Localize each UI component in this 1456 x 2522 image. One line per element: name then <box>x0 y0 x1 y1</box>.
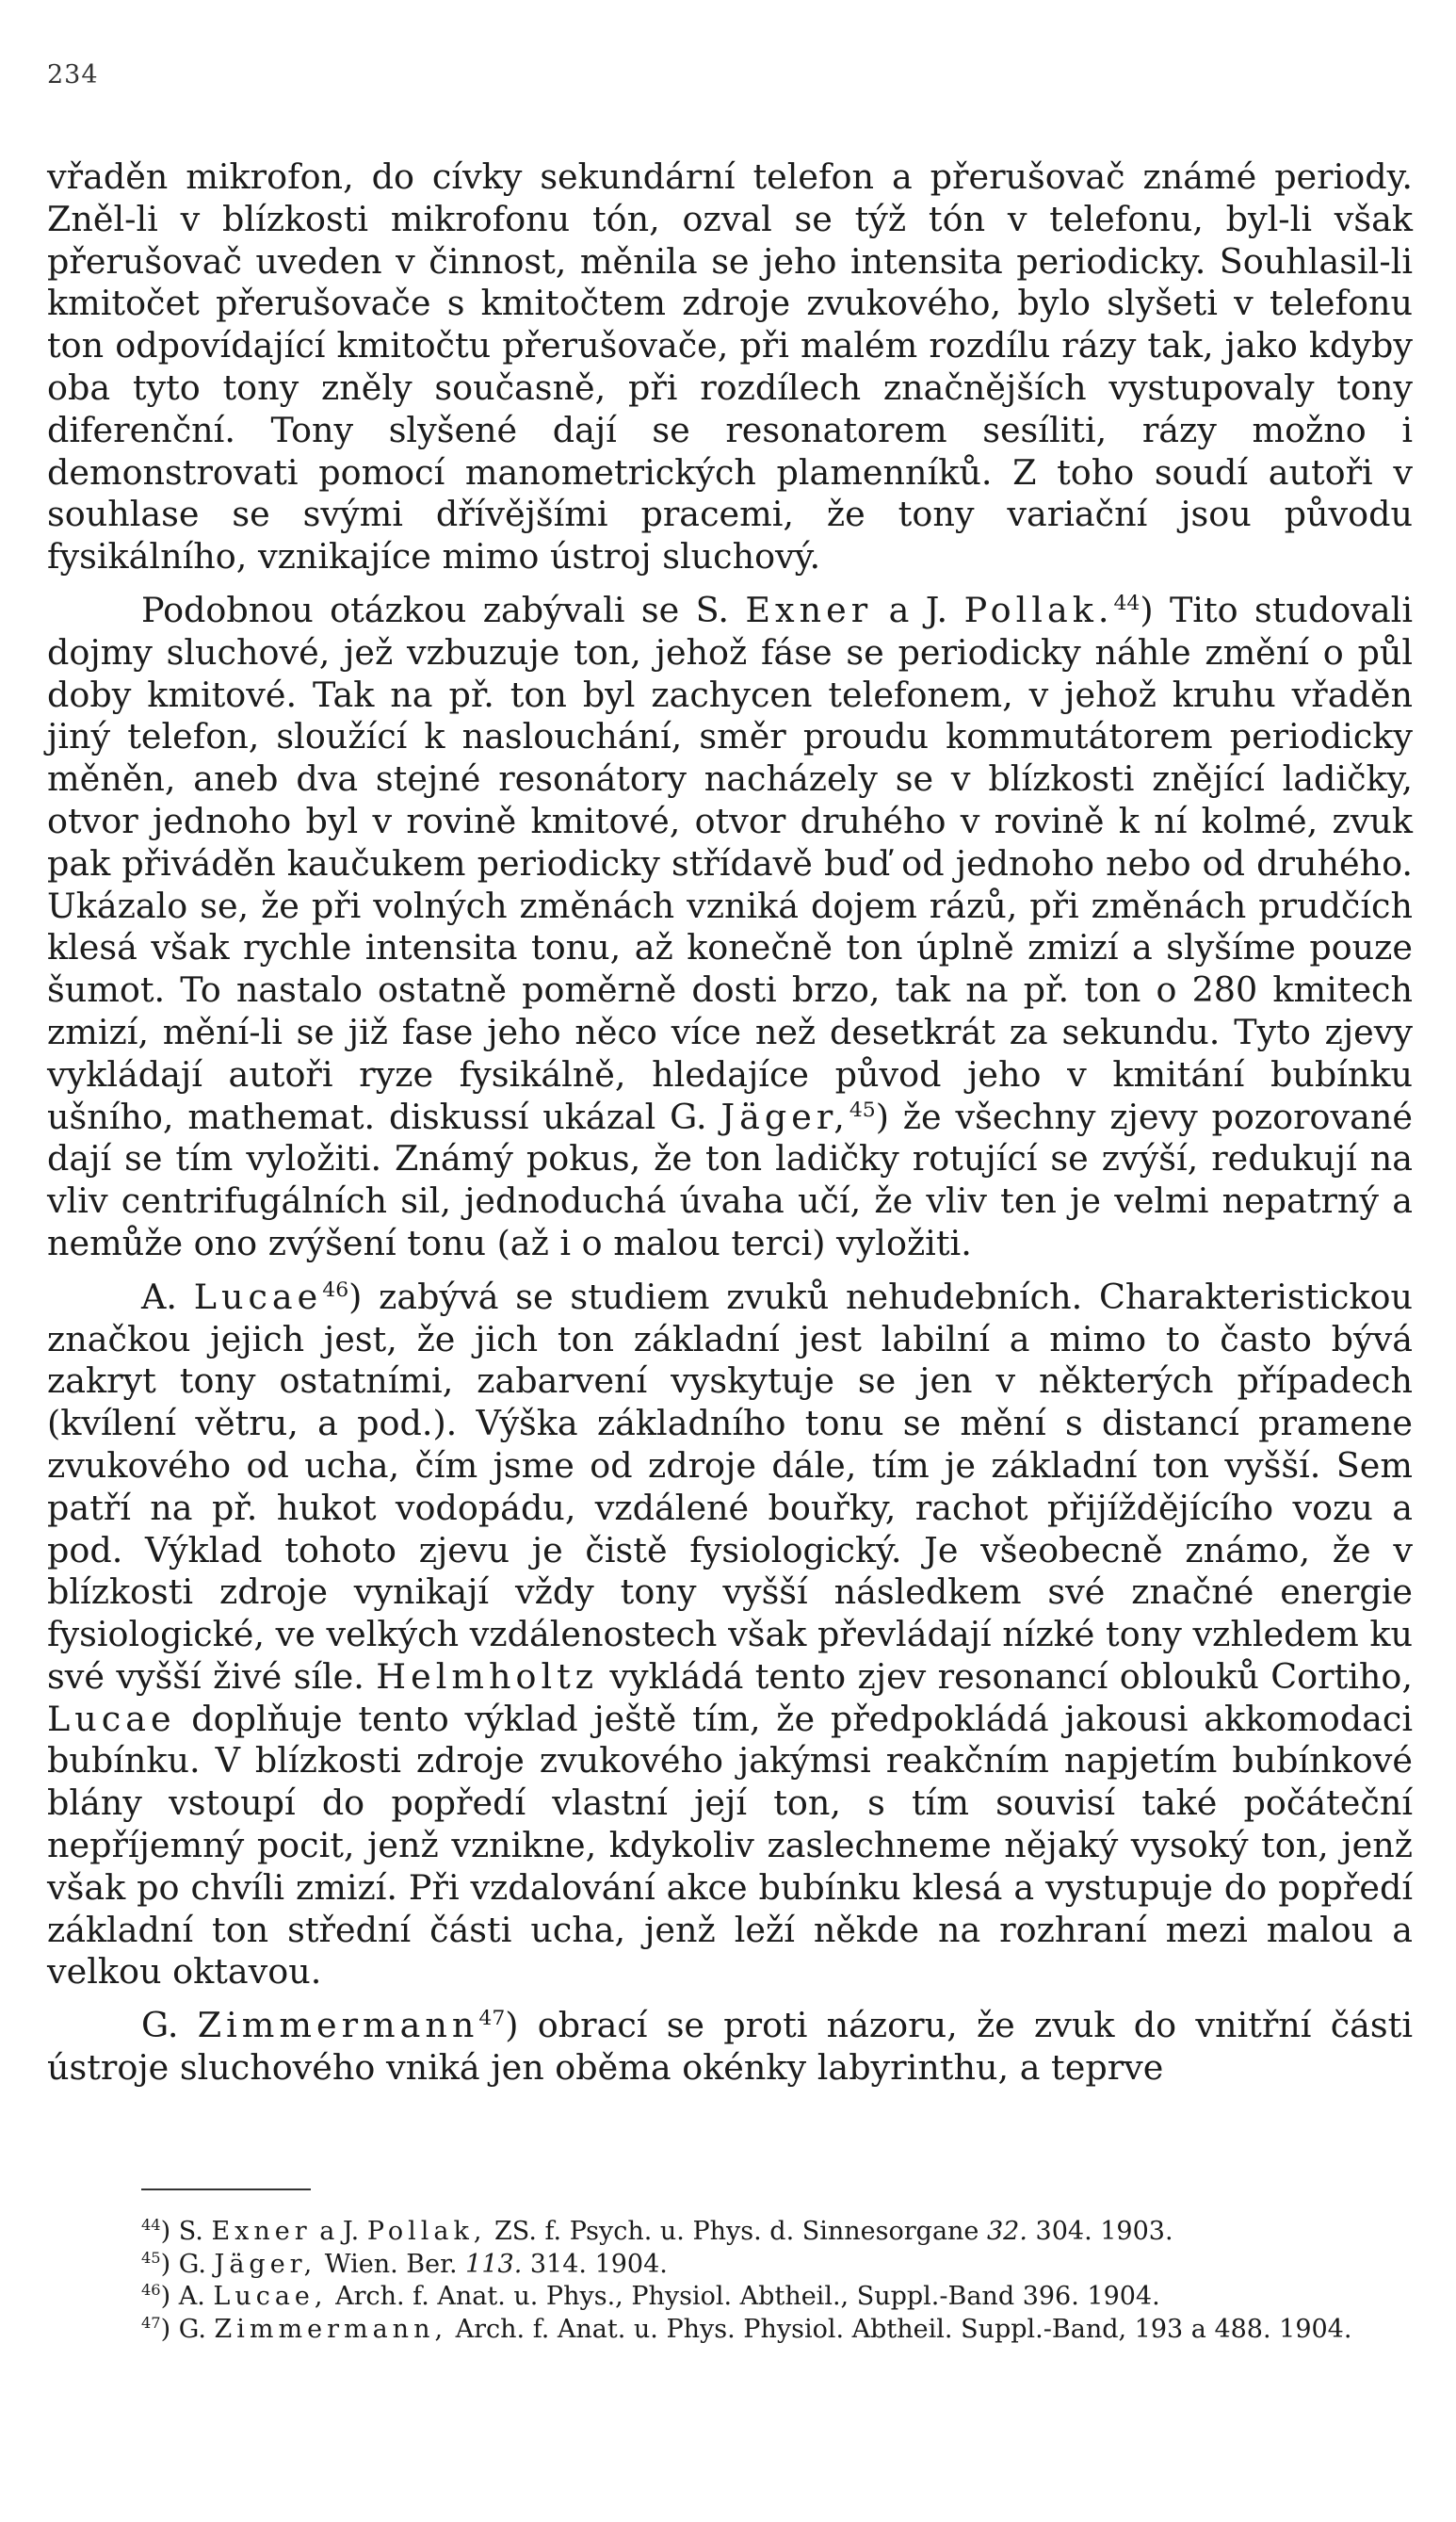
text-run: ZS. f. Psych. u. Phys. d. Sinnesorgane <box>486 2217 987 2246</box>
author-name: Pollak, <box>366 2217 487 2246</box>
text-run: ) obrací se proti názoru, že zvuk do vnitřní části ústroje sluchového vniká jen oběma okénky labyrinthu, a teprve <box>47 2005 1413 2089</box>
footnote-mark: 44 <box>141 2216 161 2234</box>
text-run: ) že všechny zjevy pozorované dají se tím vyložiti. Známý pokus, že ton ladičky rotující se zvýší, redukují na vliv centrifugálních sil, jednoduchá úvaha učí, že vliv ten je velmi nepatrný a nemůže ono zvýšení tonu (až i o malou terci) vyložiti. <box>47 1096 1413 1263</box>
footnote-text <box>161 2250 668 2279</box>
text-run: ) G. <box>160 2314 215 2344</box>
text-run: vřaděn mikrofon, do cívky sekundární telefon a přerušovač známé periody. Zněl-li v blízkosti mikrofonu tón, ozval se týž tón v telefonu, byl-li však přerušovač uveden v činnost, měnila se jeho intensita periodicky. Souhlasil-li kmitočet přerušovače s kmitočtem zdroje zvukového, bylo slyšeti v telefonu ton odpovídající kmitočtu přerušovače, při malém rozdílu rázy tak, jako kdyby oba tyto tony zněly současně, při rozdílech značnějších vystupovaly tony diferenční. Tony slyšené dají se resonatorem sesíliti, rázy možno i demonstrovati pomocí manometrických plamenníků. Z toho soudí autoři v souhlase se svými dřívějšími pracemi, že tony variační jsou původu fysikálního, vznikajíce mimo ústroj sluchový. <box>47 156 1413 578</box>
text-run: A. <box>141 1276 194 1317</box>
footnote-reference: 47 <box>478 2007 506 2031</box>
text-run: ) G. <box>160 2249 215 2279</box>
text-run: ) Tito studovali dojmy sluchové, jež vzbuzuje ton, jehož fáse se periodicky náhle změní o půl doby kmitové. Tak na př. ton byl zachycen telefonem, v jehož kruhu vřaděn jiný telefon, sloužící k naslouchání, směr proudu kommutátorem periodicky měněn, aneb dva stejné resonátory nacházely se v blízkosti znějící ladičky, otvor jednoho byl v rovině kmitové, otvor druhého v rovině k ní kolmé, zvuk pak přiváděn kaučukem periodicky střídavě buď od jednoho nebo od druhého. Ukázalo se, že při volných změnách vzniká dojem rázů, při změnách prudčích klesá však rychle intensita tonu, až konečně ton úplně zmizí a slyšíme pouze šumot. To nastalo ostatně poměrně dosti brzo, tak na př. ton o 280 kmitech zmizí, mění-li se již fase jeho něco více než desetkrát za sekundu. Tyto zjevy vykládají autoři ryze fysikálně, hledajíce původ jeho v kmitání bubínku ušního, mathemat. diskussí ukázal G. <box>47 589 1414 1137</box>
author-name: Exner <box>745 589 873 630</box>
author-name: Zimmermann <box>197 2005 479 2046</box>
author-name: Lucae <box>193 1276 323 1317</box>
text-run: a J. <box>872 589 964 630</box>
footnote-reference: 44 <box>1113 591 1141 615</box>
text-run: Wien. Ber. <box>316 2249 466 2279</box>
text-run: G. <box>141 2005 198 2046</box>
text-run: vykládá tento zjev resonancí oblouků Cortiho, <box>598 1655 1413 1697</box>
text-run: Arch. f. Anat. u. Phys., Physiol. Abtheil., Suppl.-Band 396. 1904. <box>327 2282 1160 2312</box>
page-number: 234 <box>47 60 99 89</box>
footnotes <box>47 2216 1413 2346</box>
footnote-45 <box>47 2249 1413 2282</box>
footnote-reference: 46 <box>322 1277 349 1302</box>
paragraph-3 <box>47 1277 1413 1994</box>
author-name: Jäger, <box>720 1096 849 1137</box>
footnote-mark: 47 <box>141 2313 161 2332</box>
footnote-47 <box>47 2314 1413 2347</box>
author-name: Pollak. <box>963 589 1114 630</box>
author-name: Helmholtz <box>376 1655 599 1697</box>
text-run: Podobnou otázkou zabývali se S. <box>141 589 746 630</box>
footnote-reference: 45 <box>849 1098 876 1122</box>
text-run: ) A. <box>160 2282 214 2312</box>
footnote-46 <box>47 2281 1413 2314</box>
volume-number: 113. <box>465 2249 523 2279</box>
author-name: Jäger, <box>214 2249 317 2279</box>
footnote-text <box>161 2217 1173 2246</box>
paragraph-2 <box>47 590 1413 1265</box>
author-name: Lucae, <box>213 2282 328 2312</box>
text-run: 314. 1904. <box>522 2249 668 2279</box>
author-name: Exner <box>211 2217 312 2246</box>
text-run: doplňuje tento výklad ještě tím, že předpokládá jakousi akkomodaci bubínku. V blízkosti zdroje zvukového jakýmsi reakčním napjetím bubínkové blány vstoupí do popředí vlastní její ton, s tím souvisí také počáteční nepříjemný pocit, jenž vznikne, kdykoliv zaslechneme nějaký vysoký ton, jenž však po chvíli zmizí. Při vzdalování akce bubínku klesá a vystupuje do popředí základní ton střední části ucha, jenž leží někde na rozhraní mezi malou a velkou oktavou. <box>47 1698 1413 1993</box>
author-name: Zimmermann, <box>214 2314 448 2344</box>
footnote-44 <box>47 2216 1413 2249</box>
paragraph-4 <box>47 2005 1413 2090</box>
footnote-text <box>161 2315 1352 2344</box>
text-run: ) S. <box>160 2217 212 2246</box>
footnote-mark: 46 <box>141 2281 161 2300</box>
text-run: ) zabývá se studiem zvuků nehudebních. Charakteristickou značkou jejich jest, že jich ton základní jest labilní a mimo to často bývá zakryt tony ostatními, zabarvení vyskytuje se jen v některých případech (kvílení větru, a pod.). Výška základního tonu se mění s distancí pramene zvukového od ucha, čím jsme od zdroje dále, tím je základní ton vyšší. Sem patří na př. hukot vodopádu, vzdálené bouřky, rachot přijíždějícího vozu a pod. Výklad tohoto zjevu je čistě fysiologický. Je všeobecně známo, že v blízkosti zdroje vynikají vždy tony vyšší následkem své značné energie fysiologické, ve velkých vzdálenostech však převládají nízké tony vzhledem ku své vyšší živé síle. <box>47 1276 1413 1697</box>
text-run: a J. <box>311 2217 367 2246</box>
author-name: Lucae <box>47 1698 176 1739</box>
body-text <box>47 156 1413 2101</box>
paragraph-1 <box>47 156 1413 578</box>
text-run: 304. 1903. <box>1027 2217 1173 2246</box>
footnote-divider <box>141 2188 311 2190</box>
volume-number: 32. <box>987 2217 1027 2246</box>
footnote-text <box>161 2282 1160 2311</box>
text-run: Arch. f. Anat. u. Phys. Physiol. Abtheil. Suppl.-Band, 193 a 488. 1904. <box>447 2314 1352 2344</box>
footnote-mark: 45 <box>141 2248 161 2267</box>
